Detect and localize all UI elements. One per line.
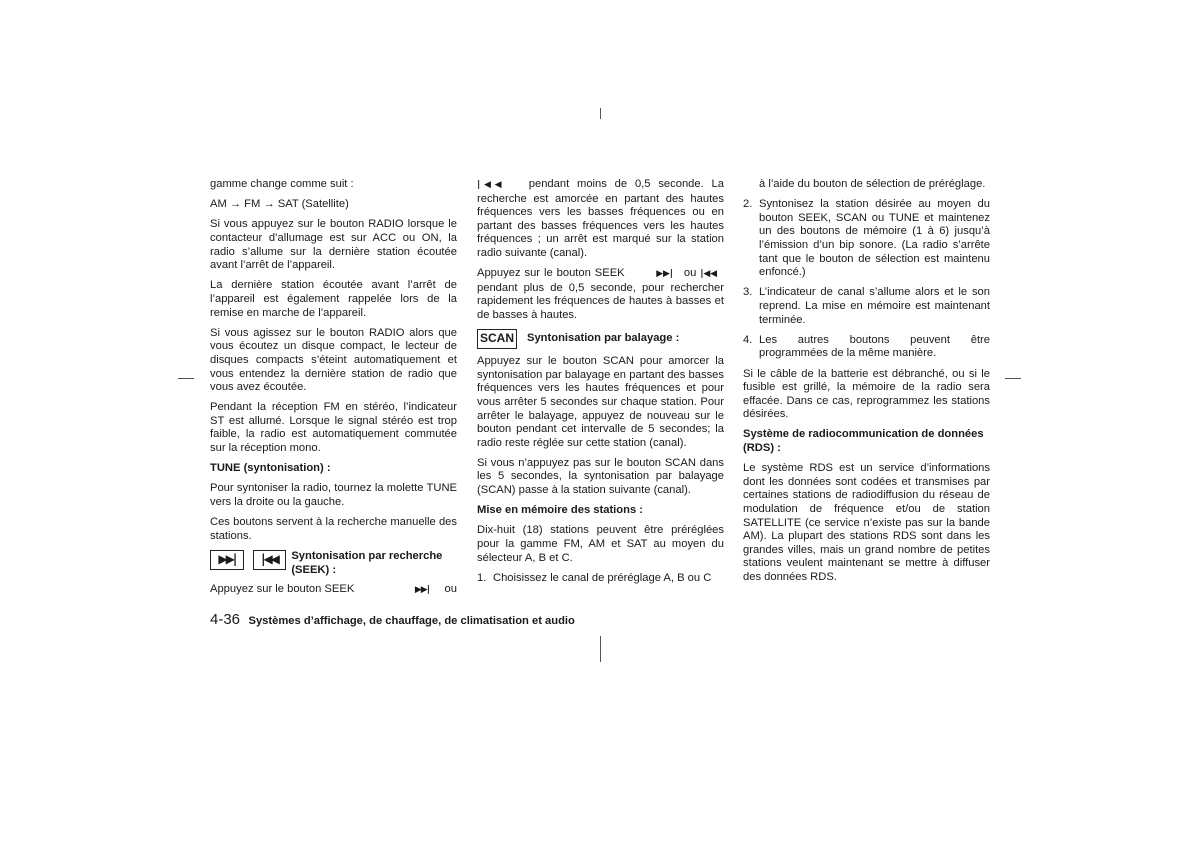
paragraph: Si le câble de la batterie est débranché, ou si le fusible est grillé, la mémoire de la radio sera effacée. Dans ce cas, reprogrammez les stations désirées. bbox=[743, 367, 990, 421]
paragraph: Si vous n’appuyez pas sur le bouton SCAN dans les 5 secondes, la syntonisation par balayage (SCAN) passe à la station suivante (canal). bbox=[477, 456, 724, 497]
page-footer bbox=[210, 611, 575, 629]
paragraph: Appuyez sur le bouton SCAN pour amorcer la syntonisation par balayage en partant des basses fréquences vers les hautes fréquences et pour vous arrêter 5 secondes sur chaque station. Pour arrêter le balayage, appuyez de nouveau sur le bouton pendant cet intervalle de 5 secondes; la radio reste réglée sur cette station (canal). bbox=[477, 355, 724, 449]
top-center-mark bbox=[600, 108, 601, 119]
section-heading-tune: TUNE (syntonisation) : bbox=[210, 462, 331, 475]
list-item bbox=[743, 286, 990, 327]
list-text: à l’aide du bouton de sélection de préréglage. bbox=[759, 178, 986, 190]
paragraph: gamme change comme suit : bbox=[210, 178, 354, 190]
list-item bbox=[477, 572, 724, 586]
left-side-mark bbox=[178, 378, 194, 379]
seek-forward-icon: ▶▶| bbox=[414, 585, 429, 596]
seek-forward-button-icon: ▶▶| bbox=[210, 550, 244, 570]
seek-text: Appuyez sur le bouton SEEK bbox=[210, 583, 355, 596]
list-number: 1. bbox=[477, 571, 487, 584]
band-sequence: AM → FM → SAT (Satellite) bbox=[210, 198, 349, 211]
section-heading-seek: Syntonisation par recherche (SEEK) : bbox=[291, 550, 443, 576]
paragraph: Le système RDS est un service d’informations dont les données sont codées et transmises par certaines stations de radiodiffusion du réseau de modulation de fréquence et/ou de station SATELLITE (ce service n’existe pas sur la bande AM). La plupart des stations RDS sont dans les grandes villes, mais un grand nombre de petites stations veulent maintenant se mettre à diffuser des données RDS. bbox=[743, 462, 990, 583]
section-heading-memory: Mise en mémoire des stations : bbox=[477, 504, 643, 517]
column-left bbox=[210, 178, 457, 598]
list-item bbox=[743, 178, 990, 192]
seek-text: Appuyez sur le bouton SEEK bbox=[477, 267, 625, 280]
paragraph: Si vous appuyez sur le bouton RADIO lorsque le contacteur d’allumage est sur ACC ou ON, la radio s’allume sur la dernière station écoutée avant l’arrêt de l’appareil. bbox=[210, 218, 457, 272]
paragraph: Pendant la réception FM en stéréo, l’indicateur ST est allumé. Lorsque le signal stéréo est trop faible, la radio est automatiquement commutée sur la réception mono. bbox=[210, 401, 457, 455]
seek-back-button-icon: |◀◀ bbox=[253, 550, 287, 570]
seek-back-icon: |◀◀ bbox=[700, 269, 717, 280]
list-text: L’indicateur de canal s’allume alors et le son reprend. La mise en mémoire est maintenant terminée. bbox=[759, 286, 990, 326]
paragraph bbox=[477, 267, 724, 322]
paragraph: Ces boutons servent à la recherche manuelle des stations. bbox=[210, 516, 457, 542]
list-number: 2. bbox=[743, 198, 753, 211]
or-text: ou bbox=[444, 583, 457, 596]
scan-heading-row bbox=[477, 329, 724, 349]
list-text: Choisissez le canal de préréglage A, B ou C bbox=[493, 571, 712, 584]
paragraph bbox=[477, 178, 724, 261]
column-middle bbox=[477, 178, 724, 592]
preset-steps-list-continued bbox=[743, 178, 990, 361]
seek-long-press-text: pendant plus de 0,5 seconde, pour rechercher rapidement les fréquences de hautes à basses et de basses à hautes. bbox=[477, 281, 724, 321]
list-item bbox=[743, 334, 990, 361]
list-number: 3. bbox=[743, 286, 753, 299]
right-side-mark bbox=[1005, 378, 1021, 379]
section-heading-scan: Syntonisation par balayage : bbox=[527, 332, 680, 345]
or-text: ou bbox=[683, 267, 697, 280]
section-title: Systèmes d’affichage, de chauffage, de climatisation et audio bbox=[248, 615, 575, 627]
section-heading-rds: Système de radiocommunication de données (RDS) : bbox=[743, 428, 984, 455]
seek-back-icon: |◀◀ bbox=[477, 180, 506, 190]
scan-button-icon: SCAN bbox=[477, 329, 517, 349]
preset-steps-list bbox=[477, 572, 724, 586]
page-number: 4-36 bbox=[210, 611, 241, 628]
seek-short-press-text: pendant moins de 0,5 seconde. La recherche est amorcée en partant des hautes fréquences vers les basses fréquences ou en partant des basses fréquences vers les hautes fréquences ; un arrêt est marqué sur la station radio suivante (canal). bbox=[477, 178, 724, 259]
paragraph: La dernière station écoutée avant l’arrêt de l’appareil est également rappelée lors de la remise en marche de l’appareil. bbox=[210, 279, 457, 319]
list-text: Syntonisez la station désirée au moyen du bouton SEEK, SCAN ou TUNE et maintenez un des boutons de mémoire (1 à 6) jusqu’à l’émission d’un bip sonore. (La radio s’arrête tant que le bouton de sélection est maintenu enfoncé.) bbox=[759, 198, 990, 279]
list-number: 4. bbox=[743, 333, 753, 346]
paragraph: Pour syntoniser la radio, tournez la molette TUNE vers la droite ou la gauche. bbox=[210, 482, 457, 509]
column-right bbox=[743, 178, 990, 591]
seek-forward-icon: ▶▶| bbox=[656, 269, 673, 280]
paragraph: Si vous agissez sur le bouton RADIO alors que vous écoutez un disque compact, le lecteur de disques compacts s’éteint automatiquement et vous entendez la dernière station de radio que vous avez écoutée. bbox=[210, 326, 457, 394]
seek-heading-row bbox=[210, 550, 457, 577]
list-text: Les autres boutons peuvent être programmées de la même manière. bbox=[759, 333, 990, 360]
paragraph bbox=[210, 583, 457, 598]
bottom-center-mark bbox=[600, 636, 601, 662]
list-item bbox=[743, 198, 990, 280]
paragraph: Dix-huit (18) stations peuvent être préréglées pour la gamme FM, AM et SAT au moyen du sélecteur A, B et C. bbox=[477, 524, 724, 564]
